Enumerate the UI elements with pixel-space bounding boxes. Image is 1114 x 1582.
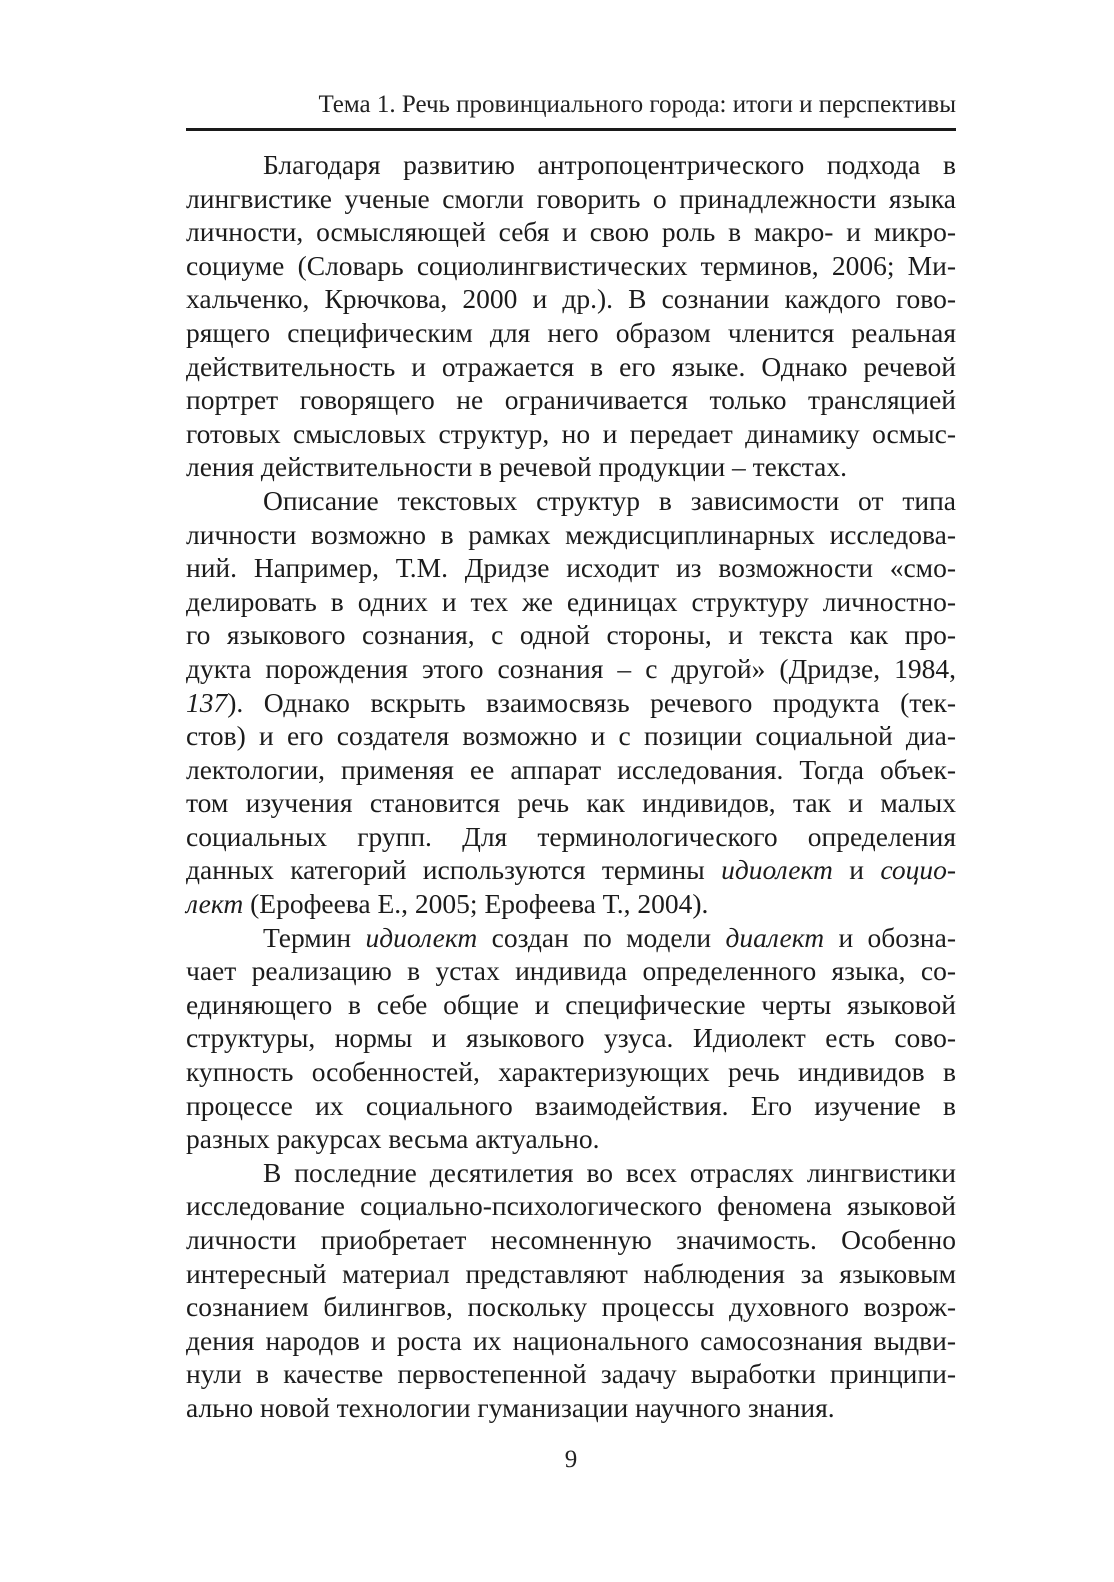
text-line xyxy=(186,148,956,182)
text-line xyxy=(186,719,956,753)
text-segment: структуры, нормы и языкового узуса. Идиолект есть сово- xyxy=(186,1022,956,1054)
text-segment: том изучения становится речь как индивидов, так и малых xyxy=(186,787,956,819)
text-segment: социуме (Словарь социолингвистических терминов, 2006; Ми- xyxy=(186,249,956,281)
text-line xyxy=(186,1257,956,1291)
text-segment: Описание текстовых структур в зависимости от типа xyxy=(263,484,956,516)
text-segment: (Ерофеева Е., 2005; Ерофеева Т., 2004). xyxy=(243,888,709,920)
text-line xyxy=(186,652,956,686)
text-line xyxy=(186,350,956,384)
text-line xyxy=(186,686,956,720)
text-segment: купность особенностей, характеризующих речь индивидов в xyxy=(186,1056,956,1088)
text-line xyxy=(186,316,956,350)
text-line xyxy=(186,249,956,283)
text-line xyxy=(186,417,956,451)
text-line xyxy=(186,282,956,316)
text-line xyxy=(186,182,956,216)
text-segment: личности возможно в рамках междисциплинарных исследова- xyxy=(186,518,956,550)
text-segment: ний. Например, Т.М. Дридзе исходит из возможности «смо- xyxy=(186,552,956,584)
text-segment: рящего специфическим для него образом членится реальная xyxy=(186,316,956,348)
text-line xyxy=(186,215,956,249)
text-segment: данных категорий используются термины xyxy=(186,854,722,886)
text-segment: и обозна- xyxy=(824,921,956,953)
text-segment: хальченко, Крючкова, 2000 и др.). В сознании каждого гово- xyxy=(186,283,956,315)
text-segment: готовых смысловых структур, но и передает динамику осмыс- xyxy=(186,417,956,449)
text-segment: стов) и его создателя возможно и с позиции социальной диа- xyxy=(186,720,956,752)
text-segment: и xyxy=(832,854,881,886)
text-line xyxy=(186,988,956,1022)
text-segment: В последние десятилетия во всех отраслях лингвистики xyxy=(263,1156,956,1188)
text-line xyxy=(186,383,956,417)
text-segment: лингвистике ученые смогли говорить о принадлежности языка xyxy=(186,182,956,214)
text-line xyxy=(186,820,956,854)
paragraph xyxy=(186,1156,956,1425)
text-segment: интересный материал представляют наблюдения за языковым xyxy=(186,1257,956,1289)
text-segment: единяющего в себе общие и специфические черты языковой xyxy=(186,988,956,1020)
text-line xyxy=(186,887,956,921)
text-line xyxy=(186,786,956,820)
text-line xyxy=(186,1189,956,1223)
text-segment: действительность и отражается в его языке. Однако речевой xyxy=(186,350,956,382)
text-line xyxy=(186,551,956,585)
text-line xyxy=(186,484,956,518)
italic-term: лект xyxy=(186,888,244,920)
text-segment: процессе их социального взаимодействия. Его изучение в xyxy=(186,1089,956,1121)
text-line xyxy=(186,1357,956,1391)
text-segment: чает реализацию в устах индивида определенного языка, со- xyxy=(186,955,956,987)
text-line xyxy=(186,1055,956,1089)
italic-term: диалект xyxy=(725,921,825,953)
text-segment: социальных групп. Для терминологического определения xyxy=(186,820,956,852)
text-line xyxy=(186,585,956,619)
text-segment: ления действительности в речевой продукции – текстах. xyxy=(186,451,847,483)
page-number: 9 xyxy=(564,1446,578,1473)
paragraph xyxy=(186,921,956,1156)
text-segment: ). Однако вскрыть взаимосвязь речевого продукта (тек- xyxy=(227,686,956,718)
text-segment: личности приобретает несомненную значимость. Особенно xyxy=(186,1224,956,1255)
text-line xyxy=(186,853,956,887)
text-line xyxy=(186,954,956,988)
italic-term: идиолект xyxy=(365,921,478,953)
text-line xyxy=(186,1156,956,1190)
text-line xyxy=(186,921,956,955)
text-line xyxy=(186,1324,956,1358)
text-segment: Благодаря развитию антропоцентрического подхода в xyxy=(263,149,956,180)
italic-term: идиолект xyxy=(721,854,833,886)
text-line xyxy=(186,1122,956,1156)
text-line xyxy=(186,618,956,652)
text-segment: личности, осмысляющей себя и свою роль в макро- и микро- xyxy=(186,216,956,248)
text-segment: исследование социально-психологического феномена языковой xyxy=(186,1190,956,1222)
header-rule xyxy=(186,128,956,131)
text-line xyxy=(186,1021,956,1055)
text-line xyxy=(186,450,956,484)
text-line xyxy=(186,1290,956,1324)
italic-term: социо- xyxy=(880,854,956,886)
text-line xyxy=(186,518,956,552)
text-segment: дения народов и роста их национального самосознания выдви- xyxy=(186,1324,956,1356)
body-text xyxy=(186,148,956,1425)
paragraph xyxy=(186,148,956,484)
italic-term: 137 xyxy=(186,686,228,718)
text-segment: дукта порождения этого сознания – с другой» (Дридзе, 1984, xyxy=(186,652,956,684)
text-line xyxy=(186,753,956,787)
text-line xyxy=(186,1089,956,1123)
text-segment: портрет говорящего не ограничивается только трансляцией xyxy=(186,384,956,416)
text-segment: Термин xyxy=(263,921,366,953)
text-segment: ально новой технологии гуманизации научного знания. xyxy=(186,1391,835,1423)
text-segment: го языкового сознания, с одной стороны, и текста как про- xyxy=(186,619,956,651)
text-segment: делировать в одних и тех же единицах структуру личностно- xyxy=(186,585,956,617)
text-segment: лектологии, применяя ее аппарат исследования. Тогда объек- xyxy=(186,753,956,785)
text-segment: сознанием билингвов, поскольку процессы духовного возрож- xyxy=(186,1291,956,1323)
running-header: Тема 1. Речь провинциального города: итоги и перспективы xyxy=(318,91,956,118)
text-segment: разных ракурсах весьма актуально. xyxy=(186,1123,600,1155)
text-line xyxy=(186,1391,956,1425)
text-segment: нули в качестве первостепенной задачу выработки принципи- xyxy=(186,1358,956,1390)
text-line xyxy=(186,1223,956,1257)
paragraph xyxy=(186,484,956,921)
text-segment: создан по модели xyxy=(477,921,726,953)
